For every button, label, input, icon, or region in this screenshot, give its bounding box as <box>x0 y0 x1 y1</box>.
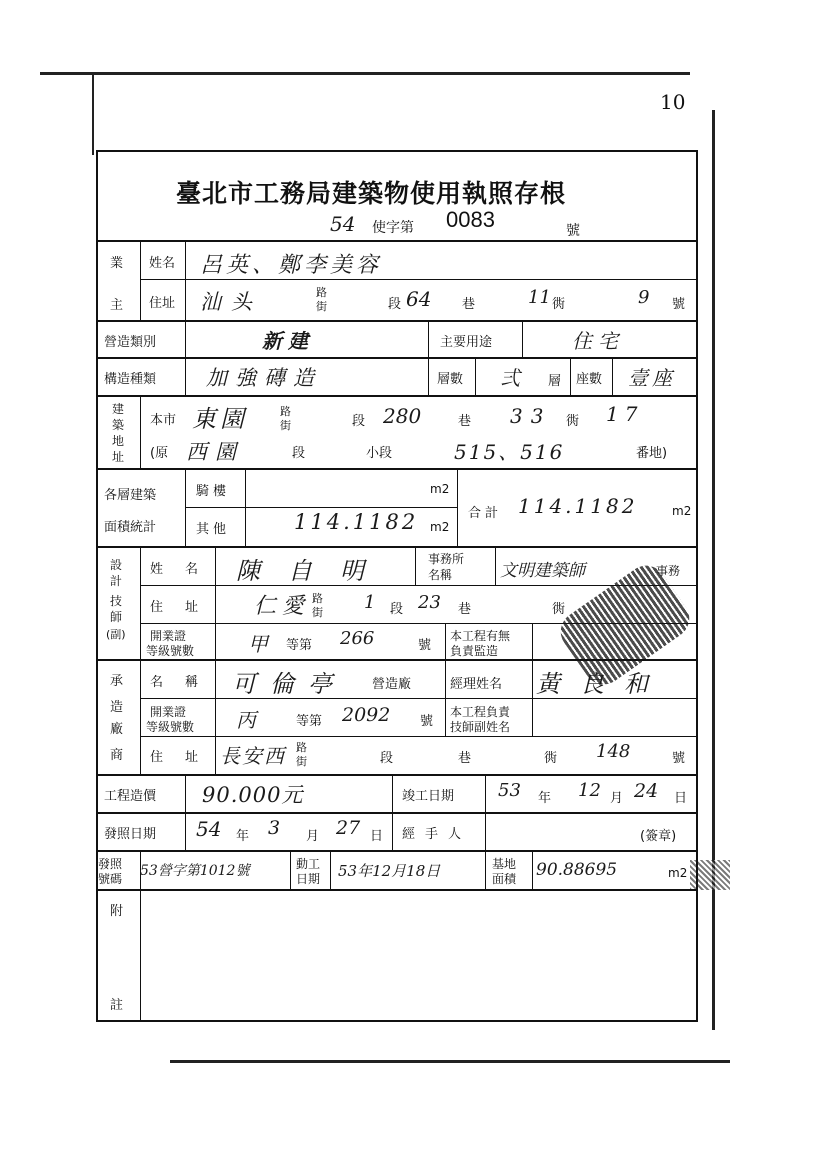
page-number: 10 <box>660 90 686 114</box>
page-title: 臺北市工務局建築物使用執照存根 <box>176 179 567 208</box>
contractor-hao-value: 148 <box>596 741 631 762</box>
rule-h-2 <box>140 279 697 280</box>
permit-year: 54 <box>330 212 356 236</box>
rule-v-office-b <box>495 547 496 586</box>
document-frame <box>96 150 698 1022</box>
permit-suffix: 號 <box>566 223 580 239</box>
type-label: 營造類別 <box>104 335 157 350</box>
site-jie-label: 衖 <box>566 414 580 429</box>
contractor-name-value: 可倫亭 <box>232 670 346 698</box>
other-value: 114.1182 <box>294 510 419 534</box>
designer-lic-no: 266 <box>340 628 375 649</box>
rule-v-con-a <box>445 660 446 737</box>
rule-v-floors-b <box>570 358 571 396</box>
ref-value: 53營字第1012號 <box>140 863 250 879</box>
owner-jie-label: 衖 <box>552 297 566 312</box>
start-label-top: 動工 <box>296 857 321 871</box>
rule-v-ref-b <box>290 851 291 890</box>
contractor-lic-suffix: 號 <box>420 714 434 729</box>
arcade-unit: m2 <box>430 482 450 496</box>
complete-d: 日 <box>674 791 688 806</box>
permit-label: 使字第 <box>372 220 414 236</box>
designer-jie-label: 衖 <box>552 602 566 617</box>
office-label-top: 事務所 <box>428 552 465 566</box>
owner-xiang-label: 巷 <box>462 297 476 312</box>
rule-h-10 <box>140 623 697 624</box>
cost-label: 工程造價 <box>104 789 157 804</box>
base-value: 90.88695 <box>536 860 618 880</box>
owner-road-label-top: 路 <box>316 286 327 299</box>
use-value: 住宅 <box>572 329 624 353</box>
site-road-label-bottom: 街 <box>280 419 291 432</box>
scan-edge-top <box>40 72 690 75</box>
rule-h-9 <box>140 585 697 586</box>
rule-v-owner-label <box>185 241 186 321</box>
type-value: 新建 <box>262 329 314 353</box>
designer-group-1: 設 <box>110 558 123 572</box>
tech-label-top: 本工程負責 <box>450 705 511 719</box>
rule-v-lic-a <box>445 624 446 660</box>
rule-v-lic-b <box>532 624 533 660</box>
rule-h-15 <box>97 812 697 814</box>
owner-duan-value: 64 <box>406 287 432 311</box>
issue-m: 月 <box>306 829 320 844</box>
contractor-addr-value: 長安西 <box>220 744 286 768</box>
supervise-label-top: 本工程有無 <box>450 629 511 643</box>
contractor-road-bottom: 街 <box>296 755 307 768</box>
designer-road-bottom: 街 <box>312 606 323 619</box>
site-lot-value: 515、516 <box>454 440 565 464</box>
rule-v-type-c <box>522 321 523 358</box>
rule-v-issue-b <box>485 813 486 851</box>
contractor-addr-label: 住址 <box>150 750 221 765</box>
seal-label: (簽章) <box>640 829 677 844</box>
supervise-label-bottom: 負責監造 <box>450 644 499 658</box>
rule-h-5 <box>97 395 697 397</box>
permit-number: 0083 <box>446 207 495 232</box>
issue-month: 3 <box>268 817 281 839</box>
seats-value: 壹座 <box>628 366 676 390</box>
site-xiang-label: 巷 <box>458 414 472 429</box>
designer-lic-grade: 甲 <box>248 632 268 656</box>
rule-h-3 <box>97 320 697 322</box>
owner-road-label-bottom: 街 <box>316 300 327 313</box>
complete-year: 53 <box>498 780 521 801</box>
owner-addr-city: 汕头 <box>200 290 262 314</box>
owner-hao-value: 9 <box>638 287 650 308</box>
contractor-lic-no: 2092 <box>342 704 391 726</box>
site-group-3: 地 <box>112 434 125 448</box>
complete-month: 12 <box>578 780 601 801</box>
owner-xiang-value: 11 <box>528 287 551 308</box>
issue-y: 年 <box>236 829 250 844</box>
contractor-duan-label: 段 <box>380 751 394 766</box>
designer-group-5: (副) <box>106 628 126 641</box>
designer-addr-value: 仁愛 <box>254 594 311 619</box>
notes-bottom: 註 <box>110 998 124 1013</box>
site-orig-label: (原 <box>150 446 169 461</box>
rule-h-6 <box>97 468 697 470</box>
rule-v-floors-a <box>475 358 476 396</box>
rule-v-area-a <box>185 469 186 547</box>
floors-value: 弍 <box>500 366 520 390</box>
site-orig-duan: 段 <box>292 446 306 461</box>
designer-addr-label: 住址 <box>150 600 221 615</box>
contractor-group-3: 廠 <box>110 722 124 737</box>
owner-duan-label: 段 <box>388 297 402 312</box>
site-road-value: 東園 <box>192 405 248 433</box>
site-group-4: 址 <box>112 450 125 464</box>
start-label-bottom: 日期 <box>296 872 321 886</box>
rule-v-ref-c <box>330 851 331 890</box>
floors-label: 層數 <box>437 372 464 387</box>
rule-h-13 <box>140 736 697 737</box>
rule-v-cost-b <box>392 775 393 813</box>
site-fandi: 番地) <box>636 446 668 461</box>
scan-edge-left <box>92 75 94 155</box>
designer-name-label: 姓名 <box>150 562 221 577</box>
designer-road-top: 路 <box>312 592 323 605</box>
designer-xiang-label: 巷 <box>458 602 472 617</box>
site-road-label-top: 路 <box>280 405 291 418</box>
floors-unit: 層 <box>548 374 562 389</box>
contractor-lic-label-bottom: 等級號數 <box>146 720 195 734</box>
contractor-name-label: 名稱 <box>150 675 221 690</box>
contractor-lic-label-top: 開業證 <box>150 705 187 719</box>
designer-duan-label: 段 <box>390 602 404 617</box>
manager-label: 經理姓名 <box>450 677 503 692</box>
total-unit: m2 <box>672 504 692 518</box>
seats-label: 座數 <box>576 372 603 387</box>
issue-year: 54 <box>196 817 222 841</box>
scan-edge-right <box>712 110 715 1030</box>
designer-lic-label-top: 開業證 <box>150 629 187 643</box>
contractor-group-2: 造 <box>110 700 124 715</box>
designer-group-2: 計 <box>110 574 123 588</box>
other-unit: m2 <box>430 520 450 534</box>
owner-name-value: 呂英、鄭李美容 <box>200 253 383 278</box>
rule-h-17 <box>97 889 697 891</box>
scan-edge-bottom <box>170 1060 730 1063</box>
issue-label: 發照日期 <box>104 827 157 842</box>
site-duan-value: 280 <box>383 404 422 428</box>
contractor-road-top: 路 <box>296 741 307 754</box>
rule-v-issue-a <box>392 813 393 851</box>
area-label-top: 各層建築 <box>104 488 157 503</box>
site-city-label: 本市 <box>150 413 177 428</box>
contractor-lic-grade: 丙 <box>236 708 256 732</box>
contractor-jie-label: 衖 <box>544 751 558 766</box>
owner-name-label: 姓名 <box>149 256 176 271</box>
owner-group-top: 業 <box>110 256 124 271</box>
site-xiang-value: 33 <box>510 404 552 428</box>
structure-value: 加強磚造 <box>206 366 322 390</box>
tech-label-bottom: 技師副姓名 <box>450 720 511 734</box>
complete-day: 24 <box>634 780 659 802</box>
rule-v-con-b <box>532 660 533 737</box>
contractor-lic-mid: 等第 <box>296 714 323 729</box>
complete-m: 月 <box>610 791 624 806</box>
owner-addr-label: 住址 <box>149 296 176 311</box>
rule-v-floors-c <box>612 358 613 396</box>
contractor-group-1: 承 <box>110 674 124 689</box>
rule-v-notes <box>140 890 141 1021</box>
contractor-group-4: 商 <box>110 748 124 763</box>
designer-xiang-value: 23 <box>418 592 441 613</box>
rule-v-type-a <box>185 321 186 396</box>
start-value: 53年12月18日 <box>338 862 441 880</box>
rule-h-4 <box>97 357 697 359</box>
rule-v-designer <box>140 547 141 775</box>
rule-v-ref-d <box>485 851 486 890</box>
designer-duan-value: 1 <box>364 592 376 613</box>
rule-v-designer-label <box>215 547 216 775</box>
base-label-top: 基地 <box>492 857 517 871</box>
rule-v-cost-c <box>485 775 486 813</box>
complete-y: 年 <box>538 791 552 806</box>
total-label: 合計 <box>468 506 503 521</box>
base-unit: m2 <box>668 866 688 880</box>
rule-v-ref-e <box>532 851 533 890</box>
notes-top: 附 <box>110 904 124 919</box>
site-small-duan: 小段 <box>366 446 393 461</box>
rule-v-site <box>140 396 141 469</box>
site-group-2: 築 <box>112 418 125 432</box>
rule-h-1 <box>97 240 697 242</box>
ref-label-bottom: 號碼 <box>98 872 123 886</box>
office-value: 文明建築師 <box>500 561 585 581</box>
rule-h-8 <box>97 546 697 548</box>
structure-label: 構造種類 <box>104 372 157 387</box>
rule-v-area-b <box>245 469 246 547</box>
site-duan-label: 段 <box>352 414 366 429</box>
rule-h-14 <box>97 774 697 776</box>
arcade-label: 騎樓 <box>196 484 231 499</box>
contractor-hao-label: 號 <box>672 751 686 766</box>
other-label: 其他 <box>196 522 231 537</box>
office-label-bottom: 名稱 <box>428 568 453 582</box>
designer-lic-label-bottom: 等級號數 <box>146 644 195 658</box>
office-suffix: 事務 <box>656 564 681 578</box>
designer-lic-suffix: 號 <box>418 638 432 653</box>
site-orig-value: 西園 <box>186 440 244 464</box>
issue-d: 日 <box>370 829 384 844</box>
rule-v-group <box>140 241 141 321</box>
base-label-bottom: 面積 <box>492 872 517 886</box>
cost-value: 90.000元 <box>202 783 304 807</box>
site-group-1: 建 <box>112 402 125 416</box>
complete-label: 竣工日期 <box>402 789 455 804</box>
area-label-bottom: 面積統計 <box>104 520 157 535</box>
issue-day: 27 <box>336 817 361 839</box>
designer-group-4: 師 <box>110 610 123 624</box>
ref-label-top: 發照 <box>98 857 123 871</box>
handler-label: 經手人 <box>402 827 472 842</box>
rule-h-11 <box>97 659 697 661</box>
contractor-xiang-label: 巷 <box>458 751 472 766</box>
designer-name-value: 陳自明 <box>236 557 392 585</box>
designer-lic-mid: 等第 <box>286 638 313 653</box>
rule-v-area-c <box>457 469 458 547</box>
total-value: 114.1182 <box>518 494 638 518</box>
owner-hao-label: 號 <box>672 297 686 312</box>
designer-group-3: 技 <box>110 594 123 608</box>
rule-v-cost-a <box>185 775 186 851</box>
use-label: 主要用途 <box>440 335 493 350</box>
rule-v-type-b <box>428 321 429 396</box>
owner-group-bottom: 主 <box>110 298 124 313</box>
rule-h-16 <box>97 850 697 852</box>
rule-v-office-a <box>415 547 416 586</box>
manager-value: 黃良和 <box>536 670 668 698</box>
contractor-factory-label: 營造廠 <box>372 677 412 692</box>
site-jie-value: 17 <box>606 402 644 426</box>
rule-h-7 <box>185 507 457 508</box>
